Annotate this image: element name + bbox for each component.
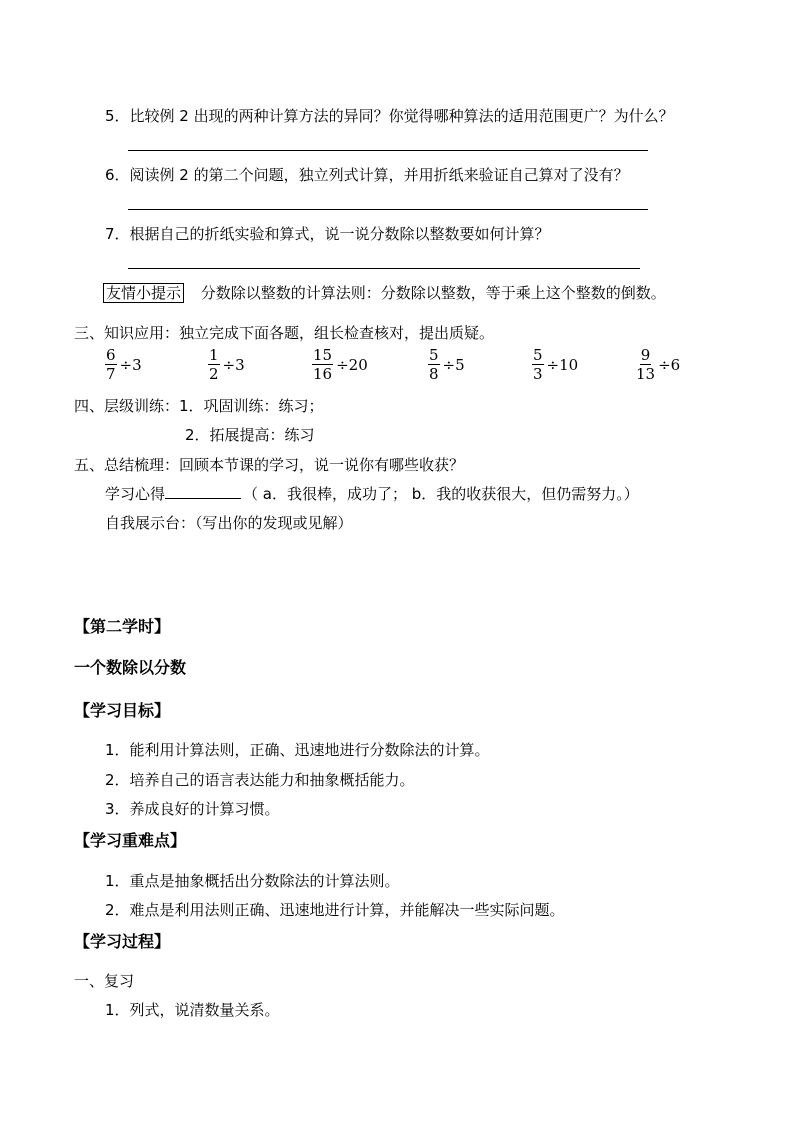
exercise-1 [105,346,142,383]
denominator: 2 [209,365,219,383]
goal-item: 3．养成良好的计算习惯。 [105,800,280,818]
numerator: 9 [640,346,651,364]
question-5: 5．比较例 2 出现的两种计算方法的异同？你觉得哪种算法的适用范围更广？为什么？ [105,107,674,125]
heading-key-points: 【学习重难点】 [74,831,187,850]
section-4-heading: 四、层级训练：1．巩固训练：练习； [74,397,324,415]
operator: ÷10 [546,355,579,374]
exercise-3 [312,346,368,383]
question-7: 7．根据自己的折纸实验和算式，说一说分数除以整数要如何计算？ [105,225,550,243]
denominator: 7 [106,365,116,383]
numerator: 5 [429,346,439,364]
tip-text: 分数除以整数的计算法则：分数除以整数，等于乘上这个整数的倒数。 [200,284,666,302]
operator: ÷3 [222,355,245,374]
answer-line-7 [128,268,640,269]
numerator: 15 [313,346,333,364]
numerator: 1 [209,346,219,364]
heading-process: 【学习过程】 [74,932,171,951]
operator: ÷3 [119,355,142,374]
numerator: 6 [106,346,116,364]
denominator: 13 [636,365,656,383]
tip-row [103,283,666,303]
denominator: 3 [533,365,543,383]
xinde-options: （ a．我很棒，成功了； b．我的收获很大，但仍需努力。） [243,485,639,503]
denominator: 16 [313,365,333,383]
exercise-6 [636,346,680,383]
operator: ÷5 [442,355,465,374]
process-review: 一、复习 [74,972,135,990]
xinde-blank [165,484,241,499]
numerator: 5 [533,346,543,364]
xinde-row [105,484,639,504]
key-item: 2．难点是利用法则正确、迅速地进行计算，并能解决一些实际问题。 [105,901,565,919]
heading-goals: 【学习目标】 [74,701,171,720]
answer-line-5 [128,150,648,151]
denominator: 8 [429,365,439,383]
question-6: 6．阅读例 2 的第二个问题，独立列式计算，并用折纸来验证自己算对了没有？ [105,166,629,184]
section-5-heading: 五、总结梳理：回顾本节课的学习，说一说你有哪些收获？ [74,456,465,474]
exercise-4 [428,346,465,383]
section-4-item-2: 2．拓展提高：练习 [185,426,315,444]
lesson-title: 一个数除以分数 [74,658,187,677]
operator: ÷6 [658,355,681,374]
exercise-2 [208,346,245,383]
goal-item: 2．培养自己的语言表达能力和抽象概括能力。 [105,771,415,789]
tip-label: 友情小提示 [103,283,184,303]
answer-line-6 [128,209,648,210]
operator: ÷20 [336,355,368,374]
goal-item: 1．能利用计算法则，正确、迅速地进行分数除法的计算。 [105,741,490,759]
section-3-heading: 三、知识应用：独立完成下面各题，组长检查核对，提出质疑。 [74,324,495,342]
process-review-item: 1．列式，说清数量关系。 [105,1001,280,1019]
exercise-5 [532,346,578,383]
key-item: 1．重点是抽象概括出分数除法的计算法则。 [105,872,400,890]
heading-second-period: 【第二学时】 [74,617,171,636]
xinde-label: 学习心得 [105,485,166,503]
self-display: 自我展示台：（写出你的发现或见解） [105,514,353,532]
